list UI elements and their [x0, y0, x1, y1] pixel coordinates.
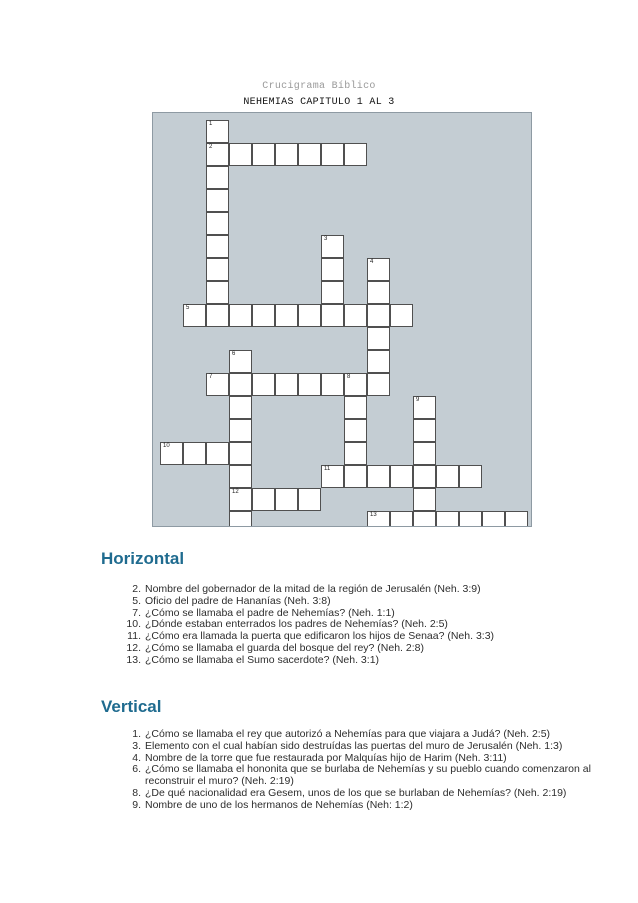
cell-number: 10: [163, 443, 170, 449]
clue-text: ¿Cómo se llamaba el hononita que se burlaba de Nehemías y su pueblo cuando comenzaron al reconstruir el muro? (Neh. 2:19): [145, 763, 591, 788]
cell-number: 3: [324, 236, 328, 242]
grid-cell: [367, 350, 390, 373]
clue-text: Nombre de la torre que fue restaurada por Malquías hijo de Harim (Neh. 3:11): [145, 751, 507, 764]
cell-number: 1: [209, 121, 213, 127]
grid-cell: [321, 281, 344, 304]
grid-cell: [229, 465, 252, 488]
grid-cell: [436, 511, 459, 527]
grid-cell: [206, 258, 229, 281]
grid-cell: [206, 442, 229, 465]
clue-number: 8.: [132, 786, 141, 799]
vertical-clue-list: [110, 729, 610, 812]
grid-cell: [367, 465, 390, 488]
clue-text: Oficio del padre de Hananías (Neh. 3:8): [145, 594, 331, 607]
grid-cell: [344, 419, 367, 442]
grid-cell: [505, 511, 528, 527]
clue-number: 9.: [132, 798, 141, 811]
grid-cell: [275, 143, 298, 166]
grid-cell: [229, 442, 252, 465]
cell-number: 12: [232, 489, 239, 495]
grid-cell: [413, 465, 436, 488]
grid-cell: [367, 258, 390, 281]
grid-cell: [321, 304, 344, 327]
grid-cell: [321, 373, 344, 396]
clue-number: 6.: [132, 763, 141, 776]
grid-cell: [344, 143, 367, 166]
cell-number: 5: [186, 305, 190, 311]
clue-number: 10.: [126, 618, 141, 631]
clue-item: [110, 800, 610, 812]
cell-number: 6: [232, 351, 236, 357]
grid-cell: [160, 442, 183, 465]
grid-cell: [367, 327, 390, 350]
cell-number: 9: [416, 397, 420, 403]
horizontal-clue-list: [110, 584, 610, 667]
puzzle-subtitle: NEHEMIAS CAPITULO 1 AL 3: [243, 97, 395, 108]
clue-number: 7.: [132, 606, 141, 619]
clue-item: [110, 764, 610, 788]
grid-cell: [413, 396, 436, 419]
grid-cell: [344, 465, 367, 488]
grid-cell: [298, 304, 321, 327]
grid-cell: [344, 442, 367, 465]
grid-cell: [367, 281, 390, 304]
grid-cell: [206, 281, 229, 304]
grid-cell: [367, 304, 390, 327]
grid-cell: [413, 419, 436, 442]
puzzle-title: Crucigrama Bíblico: [262, 81, 376, 92]
clue-text: ¿Cómo se llamaba el padre de Nehemías? (Neh. 1:1): [145, 606, 395, 619]
grid-cell: [206, 143, 229, 166]
horizontal-heading: Horizontal: [101, 549, 185, 568]
grid-cell: [206, 120, 229, 143]
clue-number: 1.: [132, 728, 141, 740]
cell-number: 8: [347, 374, 351, 380]
grid-cell: [252, 373, 275, 396]
grid-cell: [413, 511, 436, 527]
grid-cell: [321, 235, 344, 258]
grid-cell: [344, 373, 367, 396]
clue-number: 13.: [126, 653, 141, 666]
grid-cell: [367, 511, 390, 527]
clue-number: 12.: [126, 641, 141, 654]
clue-text: Nombre del gobernador de la mitad de la región de Jerusalén (Neh. 3:9): [145, 583, 481, 595]
grid-cell: [436, 465, 459, 488]
clue-text: ¿Cómo era llamada la puerta que edificaron los hijos de Senaa? (Neh. 3:3): [145, 630, 495, 643]
grid-cell: [298, 143, 321, 166]
grid-cell: [482, 511, 505, 527]
clue-text: ¿Cómo se llamaba el rey que autorizó a Nehemías para que viajara a Judá? (Neh. 2:5): [145, 728, 551, 740]
grid-cell: [413, 442, 436, 465]
clue-number: 4.: [132, 751, 141, 764]
clue-text: ¿De qué nacionalidad era Gesem, unos de los que se burlaban de Nehemías? (Neh. 2:19): [145, 786, 567, 799]
clue-number: 11.: [127, 630, 141, 643]
grid-cell: [229, 419, 252, 442]
clue-text: ¿Cómo se llamaba el guarda del bosque del rey? (Neh. 2:8): [145, 641, 424, 654]
grid-cell: [321, 143, 344, 166]
grid-cell: [344, 396, 367, 419]
grid-cell: [252, 143, 275, 166]
grid-cell: [459, 465, 482, 488]
clue-number: 2.: [132, 583, 141, 595]
grid-cell: [275, 373, 298, 396]
grid-cell: [229, 488, 252, 511]
grid-cell: [367, 373, 390, 396]
grid-cell: [390, 511, 413, 527]
grid-cell: [229, 143, 252, 166]
grid-cell: [206, 189, 229, 212]
grid-cell: [229, 396, 252, 419]
grid-cell: [390, 465, 413, 488]
cell-number: 7: [209, 374, 213, 380]
grid-cell: [298, 488, 321, 511]
grid-cell: [275, 304, 298, 327]
grid-cell: [413, 488, 436, 511]
clue-number: 5.: [132, 594, 141, 607]
clue-text: ¿Dónde estaban enterrados los padres de Nehemías? (Neh. 2:5): [145, 618, 448, 631]
cell-number: 13: [370, 512, 377, 518]
cell-number: 11: [324, 466, 331, 472]
cell-number: 2: [209, 144, 213, 150]
grid-cell: [229, 350, 252, 373]
grid-cell: [321, 465, 344, 488]
cell-number: 4: [370, 259, 374, 265]
clue-item: [110, 655, 610, 667]
grid-cell: [252, 488, 275, 511]
clue-item: [110, 788, 610, 800]
grid-cell: [298, 373, 321, 396]
grid-cell: [321, 258, 344, 281]
grid-cell: [229, 373, 252, 396]
grid-cell: [390, 304, 413, 327]
grid-cell: [344, 304, 367, 327]
crossword-grid: [152, 112, 532, 527]
grid-cell: [459, 511, 482, 527]
grid-cell: [206, 373, 229, 396]
clue-text: Nombre de uno de los hermanos de Nehemías (Neh: 1:2): [145, 798, 413, 811]
grid-cell: [183, 442, 206, 465]
clue-item: [110, 741, 610, 753]
grid-cell: [206, 304, 229, 327]
grid-cell: [275, 488, 298, 511]
clue-item: [110, 643, 610, 655]
grid-cell: [229, 304, 252, 327]
clue-number: 3.: [132, 739, 141, 752]
grid-cell: [252, 304, 275, 327]
clue-text: Elemento con el cual habían sido destruídas las puertas del muro de Jerusalén (Neh. 1:3): [145, 739, 563, 752]
clue-text: ¿Cómo se llamaba el Sumo sacerdote? (Neh. 3:1): [145, 653, 380, 666]
grid-cell: [206, 235, 229, 258]
grid-cell: [229, 511, 252, 527]
clue-item: [110, 596, 610, 608]
grid-cell: [206, 212, 229, 235]
grid-cell: [206, 166, 229, 189]
grid-cell: [183, 304, 206, 327]
vertical-heading: Vertical: [101, 697, 162, 716]
